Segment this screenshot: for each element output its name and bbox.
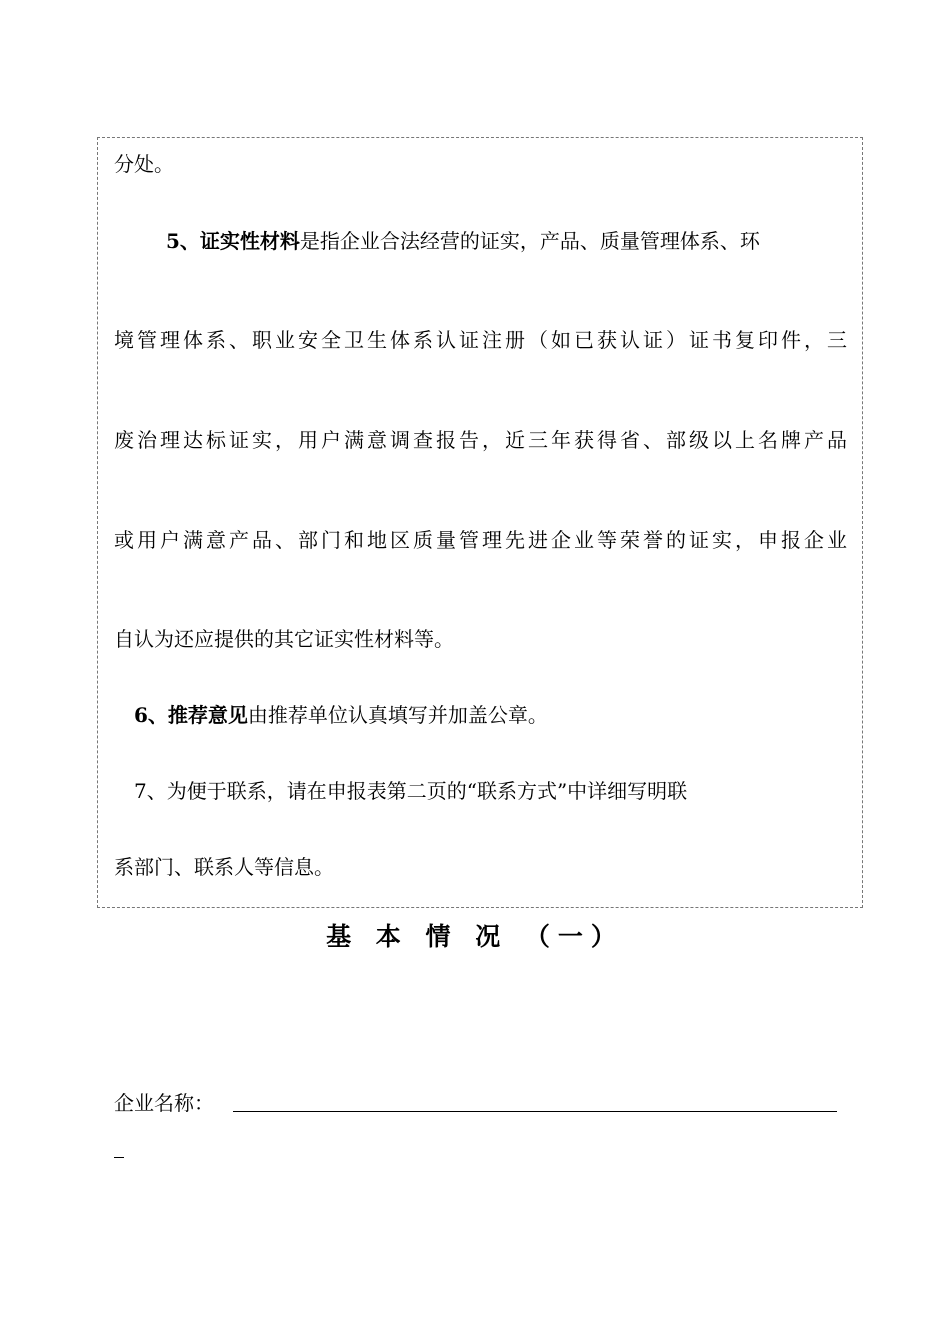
company-name-label: 企业名称：	[114, 1091, 214, 1115]
item-7-line-2: 系部门、联系人等信息。	[114, 855, 334, 879]
item-6-number: 6、	[134, 703, 168, 727]
item-5-line-3: 废治理达标证实，用户满意调查报告，近三年获得省、部级以上名牌产品	[114, 428, 847, 452]
item-5-first-line	[166, 229, 760, 253]
item-5-text: 是指企业合法经营的证实，产品、质量管理体系、环	[299, 229, 760, 253]
item-5-line-5: 自认为还应提供的其它证实性材料等。	[114, 627, 454, 651]
company-name-field-overflow	[114, 1157, 124, 1158]
item-5-number: 5、	[166, 229, 200, 253]
item-6-text: 由推荐单位认真填写并加盖公章。	[247, 703, 548, 727]
company-name-field[interactable]	[233, 1111, 837, 1112]
item-5-line-4: 或用户满意产品、部门和地区质量管理先进企业等荣誉的证实，申报企业	[114, 528, 847, 552]
item-5-line-2: 境管理体系、职业安全卫生体系认证注册（如已获认证）证书复印件，三	[114, 328, 847, 352]
item-6-title: 推荐意见	[167, 703, 248, 727]
item-7-line-1: 7、为便于联系，请在申报表第二页的“联系方式”中详细写明联	[134, 779, 688, 803]
section-title: 基 本 情 况 （一）	[326, 922, 624, 951]
notes-line-continued: 分处。	[114, 152, 174, 176]
item-5-title: 证实性材料	[199, 229, 300, 253]
item-6	[134, 703, 548, 727]
